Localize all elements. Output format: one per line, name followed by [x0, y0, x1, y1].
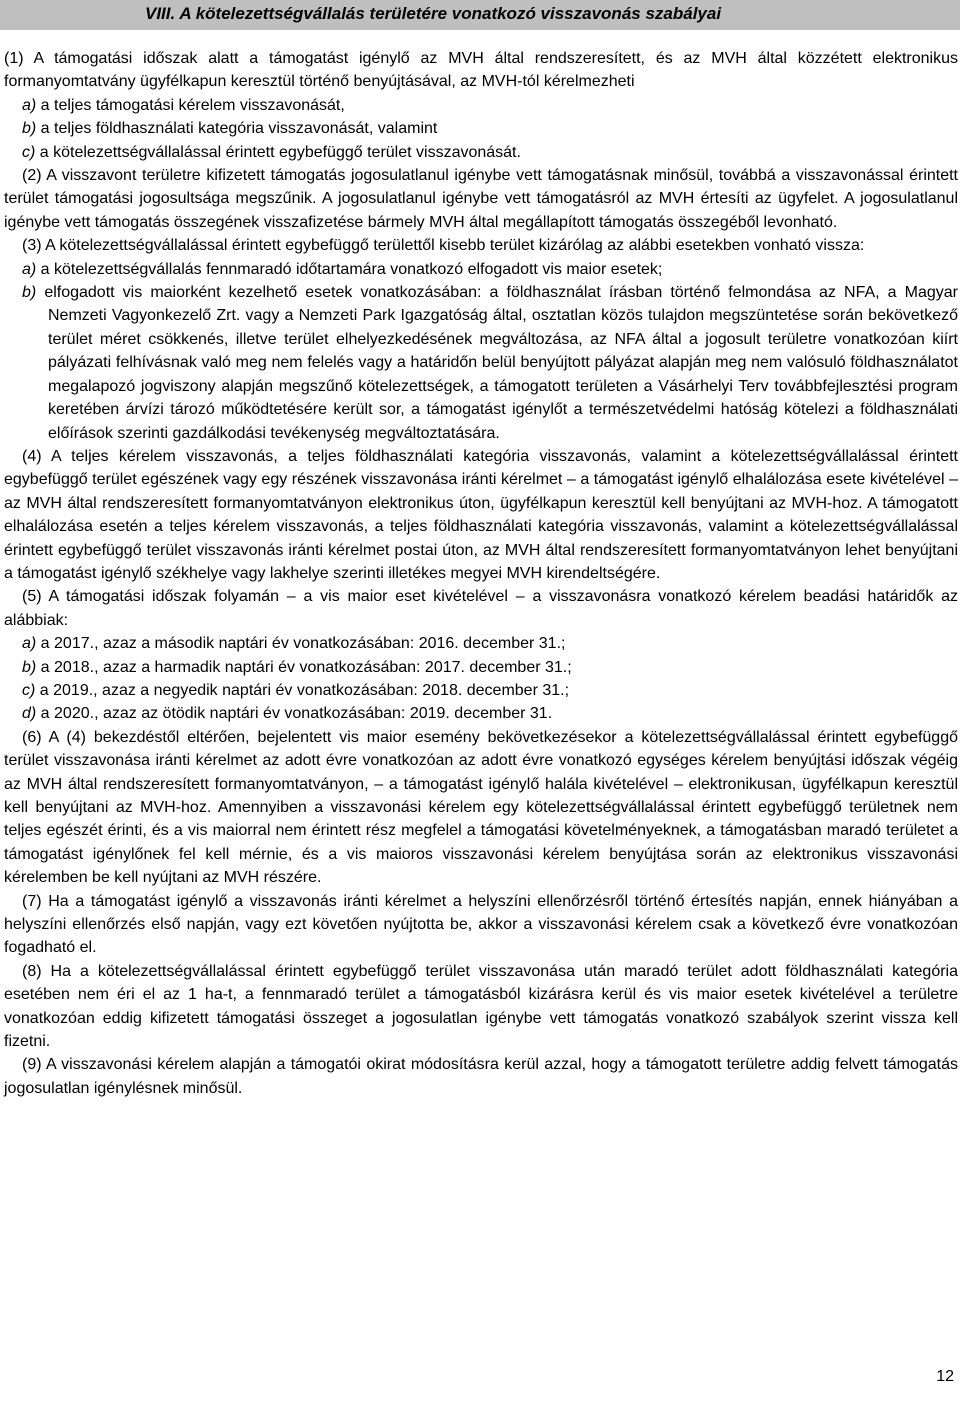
paragraph-4: (4) A teljes kérelem visszavonás, a teljes földhasználati kategória visszavonás, valamint a kötelezettségvállalással érintett egybefüggő terület egészének vagy egy részének visszavonása iránti kérelmet – a támogatást igénylő elhalálozása esete kivételével – az MVH által rendszeresített formanyomtatványon elektronikus úton, ügyfélkapun keresztül kell benyújtani az MVH-hoz. A támogatott elhalálozása esetén a teljes kérelem visszavonás, a teljes földhasználati kategória visszavonás, valamint a kötelezettségvállalással érintett egybefüggő terület visszavonás iránti kérelmet postai úton, az MVH által rendszeresített formanyomtatványon lehet benyújtani a támogatást igénylő székhelye vagy lakhelye szerinti illetékes megyei MVH kirendeltségére. [4, 447, 958, 582]
list-item: b) a teljes földhasználati kategória visszavonását, valamint [22, 120, 438, 138]
paragraph-2: (2) A visszavont területre kifizetett támogatás jogosulatlanul igénybe vett támogatásnak minősül, továbbá a visszavonással érintett terület támogatási jogosultsága megszűnik. A jogosulatlanul igénybe vett támogatásról az MVH értesíti az ügyfelet. A jogosulatlanul igénybe vett támogatás összegének visszafizetése bármely MVH által megállapított támogatás összegéből levonható. [4, 167, 958, 231]
document-body [4, 47, 958, 1100]
list-item: c) a 2019., azaz a negyedik naptári év vonatkozásában: 2018. december 31.; [22, 681, 570, 699]
list-item: d) a 2020., azaz az ötödik naptári év vonatkozásában: 2019. december 31. [22, 705, 553, 723]
paragraph-1-list [4, 94, 958, 164]
paragraph-3-list [4, 258, 958, 445]
paragraph-9: (9) A visszavonási kérelem alapján a támogatói okirat módosításra kerül azzal, hogy a támogatott területre addig felvett támogatás jogosulatlan igénylésnek minősül. [4, 1056, 958, 1097]
list-item: b) a 2018., azaz a harmadik naptári év vonatkozásában: 2017. december 31.; [22, 658, 572, 676]
paragraph-8: (8) Ha a kötelezettségvállalással érintett egybefüggő terület visszavonása után maradó terület adott földhasználati kategória esetében nem éri el az 1 ha-t, a fennmaradó terület a támogatásból kizárásra kerül és vis maior esetek kivételével a területre vonatkozóan eddig kifizetett támogatási összeget a jogosulatlan igénybe vett támogatás vonatkozó szabályok szerint vissza kell fizetni. [4, 962, 958, 1051]
list-item: a) a 2017., azaz a második naptári év vonatkozásában: 2016. december 31.; [22, 635, 566, 653]
paragraph-3-intro: (3) A kötelezettségvállalással érintett egybefüggő területtől kisebb terület kizárólag az alábbi esetekben vonható vissza: [22, 237, 865, 255]
section-title: VIII. A kötelezettségvállalás területére vonatkozó visszavonás szabályai [145, 4, 722, 23]
paragraph-1-intro: (1) A támogatási időszak alatt a támogatást igénylő az MVH által rendszeresített, és az MVH által közzétett elektronikus formanyomtatvány ügyfélkapun keresztül történő benyújtásával, az MVH-tól kérelmezheti [4, 50, 958, 91]
paragraph-5-intro: (5) A támogatási időszak folyamán – a vis maior eset kivételével – a visszavonásra vonatkozó kérelem beadási határidők az alábbiak: [4, 588, 958, 629]
paragraph-6: (6) A (4) bekezdéstől eltérően, bejelentett vis maior esemény bekövetkezésekor a kötelezettségvállalással érintett egybefüggő terület visszavonása iránti kérelmet az adott évre vonatkozóan az adott évre vonatkozó egységes kérelem benyújtási időszak végéig az MVH által rendszeresített formanyomtatványon, – a támogatást igénylő halála kivételével – elektronikusan, ügyfélkapun keresztül kell benyújtani az MVH-hoz. Amennyiben a visszavonási kérelem egy kötelezettségvállalással érintett egybefüggő területnek nem teljes egészét érinti, és a vis maiorral nem érintett rész megfelel a támogatási követelményeknek, a támogatásban maradó területet a támogatást igénylőnek fel kell mérnie, és a vis maioros visszavonási kérelem benyújtása során az elektronikus visszavonási kérelemben be kell nyújtani az MVH részére. [4, 728, 958, 887]
page-number: 12 [936, 1368, 954, 1385]
list-item: c) a kötelezettségvállalással érintett egybefüggő terület visszavonását. [22, 143, 521, 161]
list-item: a) a teljes támogatási kérelem visszavonását, [22, 96, 345, 114]
list-item: a) a kötelezettségvállalás fennmaradó időtartamára vonatkozó elfogadott vis maior esetek; [22, 260, 663, 278]
paragraph-5-list [4, 632, 958, 726]
list-item: b) elfogadott vis maiorként kezelhető esetek vonatkozásában: a földhasználat írásban történő felmondása az NFA, a Magyar Nemzeti Vagyonkezelő Zrt. vagy a Nemzeti Park Igazgatóság által, osztatlan közös tulajdon megszüntetése során bekövetkező terület méret csökkenés, illetve terület elhelyezkedésének megváltozása, az NFA által a jogosult területre vonatkozóan kiírt pályázati felhívásnak való meg nem felelés vagy a határidőn belül benyújtott pályázat alapján meg nem valósuló földhasználatot megalapozó jogviszony alapján megszűnő kötelezettségek, a támogatott területen a Vásárhelyi Terv továbbfejlesztési program keretében árvízi tározó működtetésére került sor, a támogatást igénylőt a természetvédelmi hatóság kötelezi a földhasználati előírások szerinti gazdálkodási tevékenység megváltoztatására. [22, 284, 958, 442]
paragraph-7: (7) Ha a támogatást igénylő a visszavonás iránti kérelmet a helyszíni ellenőrzésről történő értesítés napján, ennek hiányában a helyszíni ellenőrzés első napján, vagy ezt követően nyújtotta be, akkor a visszavonási kérelem csak a következő évre vonatkozóan fogadható el. [4, 892, 958, 957]
section-header-bar [0, 0, 960, 30]
